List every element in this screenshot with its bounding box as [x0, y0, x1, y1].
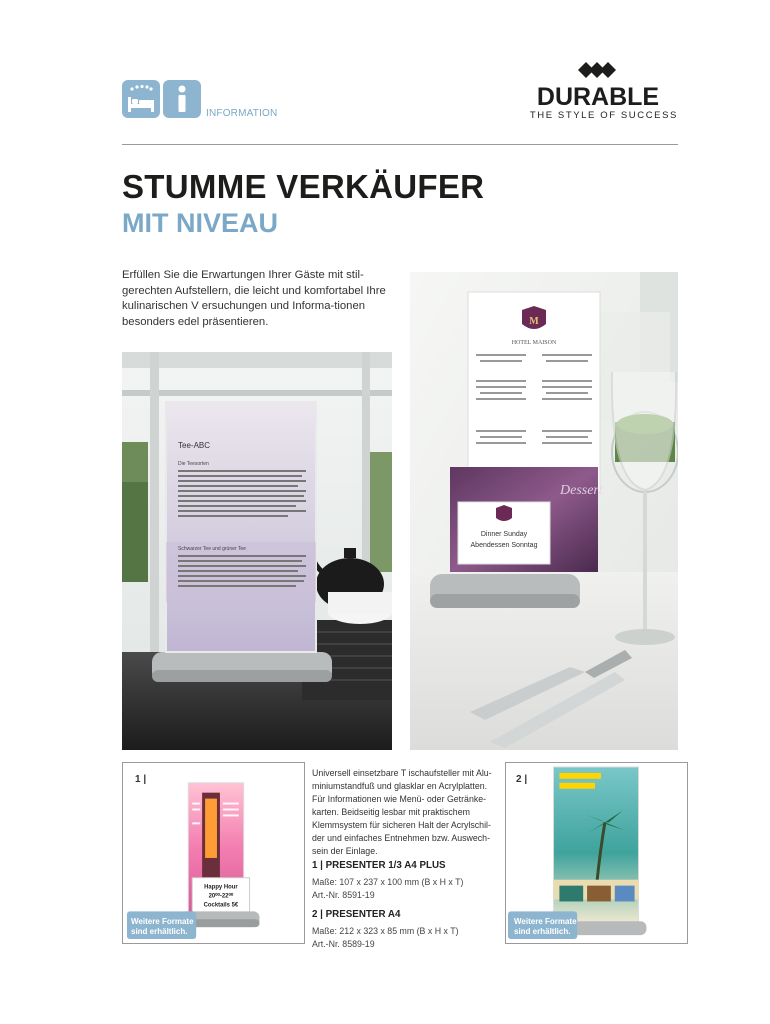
sign-line-3: Cocktails 5€	[203, 902, 239, 909]
header-label: INFORMATION	[206, 108, 278, 119]
hotel-bed-icon	[122, 80, 160, 118]
menu-hotel-name: HOTEL MAISON	[511, 340, 557, 346]
spec-1-article: Art.-Nr. 8591-19	[312, 890, 375, 900]
spec-1-title: 1 | PRESENTER 1/3 A4 PLUS	[312, 860, 446, 871]
svg-text:M: M	[529, 316, 539, 327]
spec-1-dims: Maße: 107 x 237 x 100 mm (B x H x T)	[312, 877, 464, 887]
badge-line-1: Weitere Formate	[131, 917, 194, 926]
badge-line-2: sind erhältlich.	[131, 927, 188, 936]
sign-line-2: 20⁰⁰-22⁰⁰	[208, 893, 234, 900]
durable-diamonds-icon	[518, 58, 678, 108]
info-icon	[163, 80, 201, 118]
photo-tea-presenter	[122, 352, 392, 750]
product-presenter-1-3-a4	[122, 762, 305, 944]
spec-2-title: 2 | PRESENTER A4	[312, 909, 401, 920]
product-2-number: 2 |	[516, 774, 528, 785]
tea-card-sub: Die Teesorten	[178, 461, 209, 467]
menu-line-1: Dinner Sunday	[480, 531, 528, 538]
page-title: STUMME VERKÄUFER	[122, 168, 485, 205]
menu-line-2: Abendessen Sonntag	[470, 542, 538, 549]
product-1-number: 1 |	[135, 774, 147, 785]
badge-line-2: sind erhältlich.	[514, 927, 571, 936]
tea-card-sub2: Schwarzer Tee und grüner Tee	[178, 546, 246, 552]
product-2-badge	[514, 917, 577, 937]
dessert-label: Dessert	[560, 483, 603, 498]
badge-line-1: Weitere Formate	[514, 917, 577, 926]
brand-tagline: THE STYLE OF SUCCESS	[529, 110, 678, 121]
product-presenter-a4	[505, 762, 688, 944]
spec-2-article: Art.-Nr. 8589-19	[312, 939, 375, 949]
spec-2-dims: Maße: 212 x 323 x 85 mm (B x H x T)	[312, 926, 459, 936]
intro-text: Erfüllen Sie die Erwartungen Ihrer Gäste mit stil-gerechten Aufstellern, die leicht und komfortabel Ihre kulinarischen V ersuchungen und Informa-tionen besonders edel präsentieren.	[122, 269, 386, 328]
brand-name: DURABLE	[536, 83, 660, 108]
photo-menu-presenter	[410, 272, 678, 750]
brand-logo	[518, 58, 678, 121]
product-description: Universell einsetzbare T ischaufsteller mit Alu-miniumstandfuß und glasklar en Acrylplatten. Für Informationen wie Menü- oder Getränke-karten. Beidseitig lesbar mit praktischem Klemmsystem für sicheren Halt der Acrylschil-der und einfaches Entnehmen bzw. Auswech-sein der Einlage.	[312, 768, 492, 856]
tea-card-title: Tee-ABC	[178, 441, 211, 450]
page-subtitle: MIT NIVEAU	[122, 208, 279, 238]
header-rule	[122, 144, 678, 145]
product-1-badge	[131, 917, 194, 937]
sign-line-1: Happy Hour	[204, 884, 238, 891]
